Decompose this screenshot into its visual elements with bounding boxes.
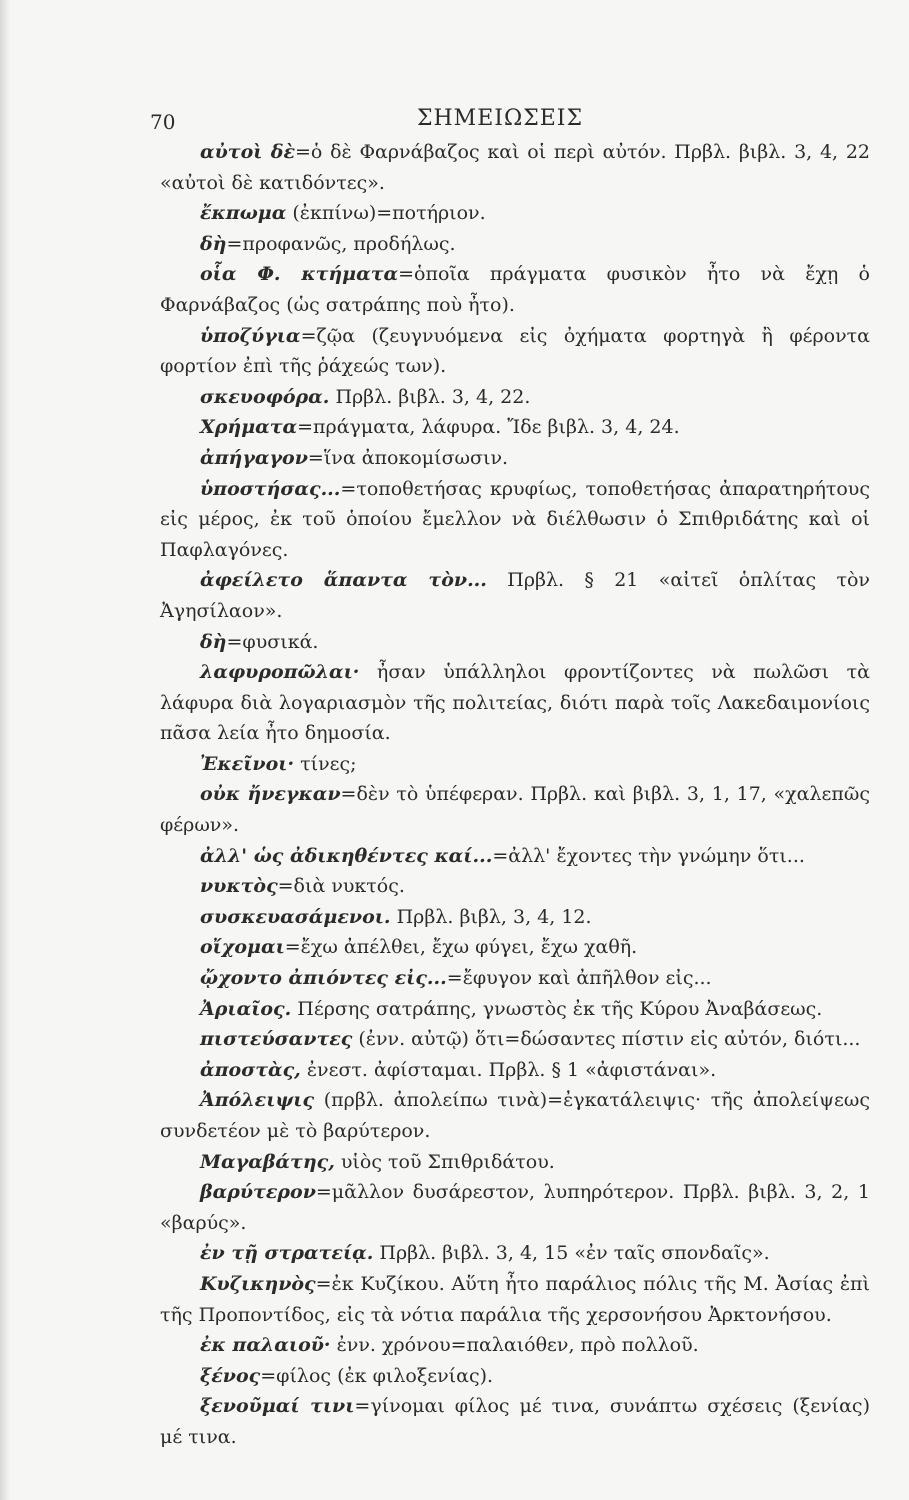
note-entry [160,1024,870,1055]
note-text: (πρβλ. ἀπολείπω τινὰ)=ἐγκατάλειψις· τῆς ἀπολείψεως συνδετέον μὲ τὸ βαρύτερον. [160,1089,870,1142]
note-entry [160,1238,870,1269]
note-entry [160,229,870,260]
page-edge-shadow [0,0,10,1500]
note-lemma: ξένος [200,1364,261,1387]
note-entry [160,779,870,840]
note-lemma: δὴ [200,630,227,653]
note-entry [160,443,870,474]
note-lemma: ὑποστήσας... [200,477,341,500]
note-text: =γίνομαι φίλος μέ τινα, συνάπτω σχέσεις (ξενίας) μέ τινα. [160,1395,870,1448]
note-lemma: Ἀριαῖος. [200,997,292,1020]
note-text: =ὁποῖα πράγματα φυσικὸν ἦτο νὰ ἔχῃ ὁ Φαρνάβαζος (ὡς σατράπης ποὺ ἦτο). [160,263,870,316]
note-text: =ἔχω ἀπέλθει, ἔχω φύγει, ἔχω χαθῆ. [284,936,638,959]
note-entry [160,1391,870,1452]
note-lemma: συσκευασάμενοι. [200,905,391,928]
note-entry [160,474,870,566]
note-lemma: ᾤχοντο ἀπιόντες εἰς... [200,967,447,990]
note-entry [160,902,870,933]
note-text: ἦσαν ὑπάλληλοι φροντίζοντες νὰ πωλῶσι τὰ λάφυρα διὰ λογαριασμὸν τῆς πολιτείας, διότι παρὰ τοῖς Λακεδαιμονίοις πᾶσα λεία ἦτο δημοσία. [160,661,870,745]
running-title: ΣΗΜΕΙΩΣΕΙΣ [416,106,584,131]
note-entry [160,565,870,626]
note-lemma: οἷα Φ. κτήματα [200,263,399,286]
note-lemma: πιστεύσαντες [200,1028,353,1051]
note-text: =δὲν τὸ ὑπέφεραν. Πρβλ. καὶ βιβλ. 3, 1, 17, «χαλεπῶς φέρων». [160,783,871,837]
note-lemma: Μαγαβάτης, [200,1150,335,1173]
note-lemma: ὑποζύγια [200,324,301,347]
note-entry [160,932,870,963]
note-lemma: ἀφείλετο ἅπαντα τὸν... [200,569,487,592]
note-text: ἐνεστ. ἀφίσταμαι. Πρβλ. § 1 «ἀφιστάναι». [300,1058,717,1081]
note-entry [160,627,870,658]
note-lemma: Χρήματα [200,416,298,439]
note-entry [160,259,870,320]
note-text: =ἔφυγον καὶ ἀπῆλθον εἰς... [446,967,712,990]
note-lemma: λαφυροπῶλαι· [200,661,360,684]
note-lemma: νυκτὸς [200,875,278,898]
note-entry [160,1269,870,1330]
note-text: υἱὸς τοῦ Σπιθριδάτου. [334,1150,555,1173]
note-entry [160,137,870,198]
note-entry [160,1147,870,1178]
note-text: =ἵνα ἀποκομίσωσιν. [307,446,509,469]
note-text: =προφανῶς, προδήλως. [226,232,456,255]
note-lemma: σκευοφόρα. [200,385,330,408]
note-lemma: ἀποστὰς, [200,1058,301,1081]
note-entry [160,1085,870,1146]
note-entry [160,1055,870,1086]
note-lemma: οὐκ ἤνεγκαν [200,783,341,806]
note-text: Πρβλ. βιβλ, 3, 4, 12. [390,905,592,928]
note-entry [160,412,870,443]
note-lemma: αὐτοὶ δὲ [200,141,295,163]
note-lemma: ἀπήγαγον [200,446,308,469]
note-text: Πρβλ. βιβλ. 3, 4, 22. [329,385,531,408]
note-text: =μᾶλλον δυσάρεστον, λυπηρότερον. Πρβλ. βιβλ. 3, 2, 1 «βαρύς». [160,1181,870,1234]
note-text: (ἐκπίνω)=ποτήριον. [286,202,486,225]
note-text: =φίλος (ἐκ φιλοξενίας). [260,1364,494,1387]
notes-list [160,137,870,1453]
note-entry [160,841,870,872]
note-entry [160,963,870,994]
note-entry [160,994,870,1025]
note-lemma: βαρύτερον [200,1181,316,1204]
note-entry [160,321,870,382]
note-entry [160,871,870,902]
note-text: =διὰ νυκτός. [277,875,405,898]
note-text: Πέρσης σατράπης, γνωστὸς ἐκ τῆς Κύρου Ἀναβάσεως. [291,997,823,1020]
note-lemma: οἴχομαι [200,936,285,959]
note-text: =φυσικά. [226,630,319,653]
note-text: (ἐνν. αὐτῷ) ὅτι=δώσαντες πίστιν εἰς αὐτόν, διότι... [352,1028,861,1051]
note-text: ἐνν. χρόνου=παλαιόθεν, πρὸ πολλοῦ. [330,1334,699,1357]
note-text: =ὁ δὲ Φαρνάβαζος καὶ οἱ περὶ αὐτόν. Πρβλ. βιβλ. 3, 4, 22 «αὐτοὶ δὲ κατιδόντες». [160,141,870,194]
note-text: Πρβλ. § 21 «αἰτεῖ ὁπλίτας τὸν Ἀγησίλαον». [160,569,870,622]
note-entry [160,1361,870,1392]
note-lemma: Ἀπόλειψις [200,1089,315,1112]
note-lemma: ἀλλ' ὡς ἀδικηθέντες καί... [200,844,493,867]
page-header [150,100,850,140]
note-lemma: δὴ [200,232,227,255]
note-text: τίνες; [294,752,357,775]
note-entry [160,382,870,413]
page-number: 70 [150,110,176,134]
note-text: =ἀλλ' ἔχοντες τὴν γνώμην ὅτι... [492,844,805,867]
note-text: =ἐκ Κυζίκου. Αὕτη ἦτο παράλιος πόλις τῆς Μ. Ἀσίας ἐπὶ τῆς Προποντίδος, εἰς τὰ νότια παράλια τῆς χερσονήσου Ἀρκτονήσου. [160,1272,870,1326]
note-text: =τοποθετήσας κρυφίως, τοποθετήσας ἀπαρατηρήτους εἰς μέρος, ἐκ τοῦ ὁποίου ἔμελλον νὰ διέλθωσιν ὁ Σπιθριδάτης καὶ οἱ Παφλαγόνες. [160,477,870,561]
note-entry [160,1330,870,1361]
note-lemma: Κυζικηνὸς [200,1272,316,1295]
note-lemma: ἐκ παλαιοῦ· [200,1334,331,1357]
note-lemma: Ἐκεῖνοι· [200,752,295,775]
note-text: =ζῷα (ζευγνυόμενα εἰς ὀχήματα φορτηγὰ ἢ φέροντα φορτίον ἐπὶ τῆς ῥάχεώς των). [160,324,870,378]
note-entry [160,749,870,780]
note-lemma: ἔκπωμα [200,202,287,225]
note-text: Πρβλ. βιβλ. 3, 4, 15 «ἐν ταῖς σπονδαῖς». [373,1242,770,1265]
note-entry [160,657,870,749]
note-lemma: ἐν τῇ στρατείᾳ. [200,1242,374,1265]
note-lemma: ξενοῦμαί τινι [200,1395,355,1418]
note-entry [160,1177,870,1238]
note-entry [160,198,870,229]
note-text: =πράγματα, λάφυρα. Ἴδε βιβλ. 3, 4, 24. [297,416,680,439]
